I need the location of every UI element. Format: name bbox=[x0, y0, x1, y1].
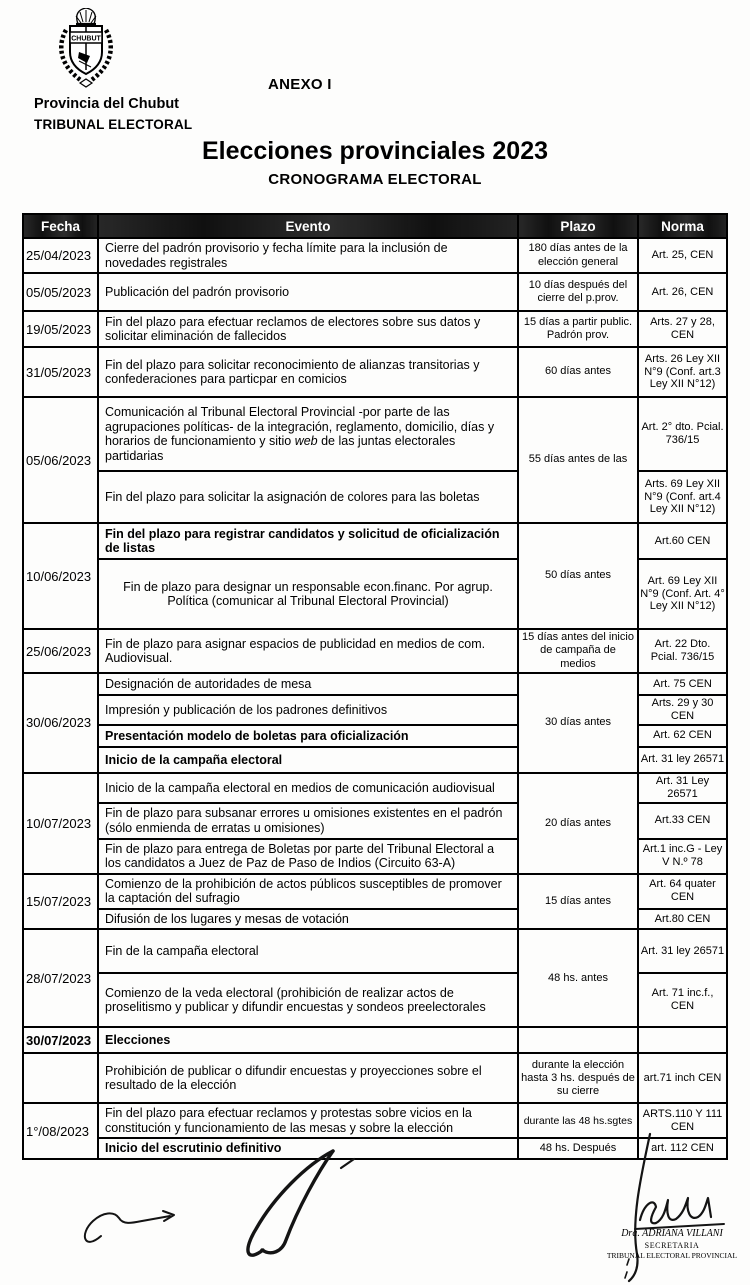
event-cell: Publicación del padrón provisorio bbox=[98, 273, 518, 311]
norma-cell: Art. 25, CEN bbox=[638, 238, 727, 273]
norma-cell: Art. 26, CEN bbox=[638, 273, 727, 311]
date-cell: 1°/08/2023 bbox=[23, 1103, 98, 1159]
table-row bbox=[23, 1103, 727, 1138]
plazo-cell: 15 días antes del inicio de campaña de medios bbox=[518, 629, 638, 673]
signer-role: SECRETARIA bbox=[644, 1240, 700, 1250]
event-cell: Inicio de la campaña electoral bbox=[98, 747, 518, 773]
table-row bbox=[23, 273, 727, 311]
date-cell: 25/04/2023 bbox=[23, 238, 98, 273]
plazo-cell: 30 días antes bbox=[518, 673, 638, 773]
event-cell: Prohibición de publicar o difundir encuestas y proyecciones sobre el resultado de la elección bbox=[98, 1053, 518, 1103]
table-row bbox=[23, 397, 727, 471]
table-row bbox=[23, 673, 727, 695]
date-cell: 05/06/2023 bbox=[23, 397, 98, 523]
event-cell: Fin del plazo para efectuar reclamos y protestas sobre vicios en la constitución y funcionamiento de las mesas y sobre la elección bbox=[98, 1103, 518, 1138]
plazo-cell: 48 hs. antes bbox=[518, 929, 638, 1027]
electoral-schedule-table bbox=[22, 213, 728, 1160]
event-cell: Presentación modelo de boletas para oficialización bbox=[98, 725, 518, 747]
event-cell: Comienzo de la veda electoral (prohibición de realizar actos de proselitismo y publicar y difundir encuestas y sondeos preelectorales bbox=[98, 973, 518, 1027]
event-text: de las juntas electorales partidarias bbox=[105, 434, 456, 463]
date-cell: 15/07/2023 bbox=[23, 874, 98, 930]
chubut-coat-of-arms-icon bbox=[54, 8, 118, 90]
date-cell bbox=[23, 1053, 98, 1103]
table-row bbox=[23, 929, 727, 973]
event-cell: Comienzo de la prohibición de actos públicos susceptibles de promover la captación del sufragio bbox=[98, 874, 518, 909]
norma-cell: Art. 2° dto. Pcial. 736/15 bbox=[638, 397, 727, 471]
col-header-evento: Evento bbox=[98, 214, 518, 238]
norma-cell: Art.1 inc.G - Ley V N.º 78 bbox=[638, 839, 727, 874]
plazo-cell: 180 días antes de la elección general bbox=[518, 238, 638, 273]
norma-cell: Art. 69 Ley XII N°9 (Conf. Art. 4° Ley XII N°12) bbox=[638, 559, 727, 629]
plazo-cell: 48 hs. Después bbox=[518, 1138, 638, 1159]
signature-center bbox=[248, 1151, 354, 1255]
logo-banner-text: CHUBUT bbox=[71, 35, 101, 43]
date-cell: 10/07/2023 bbox=[23, 773, 98, 874]
norma-cell: Art.33 CEN bbox=[638, 803, 727, 839]
event-cell: Cierre del padrón provisorio y fecha límite para la inclusión de novedades registrales bbox=[98, 238, 518, 273]
norma-cell: ARTS.110 Y 111 CEN bbox=[638, 1103, 727, 1138]
norma-cell: Art. 75 CEN bbox=[638, 673, 727, 695]
event-cell: Fin de plazo para subsanar errores u omisiones existentes en el padrón (sólo enmienda de erratas u omisiones) bbox=[98, 803, 518, 839]
org-name: Provincia del Chubut bbox=[34, 96, 180, 112]
signer-name: Dra. ADRIANA VILLANI bbox=[621, 1228, 723, 1239]
signer-org: TRIBUNAL ELECTORAL PROVINCIAL bbox=[606, 1250, 738, 1260]
table-row bbox=[23, 238, 727, 273]
event-cell: Fin de plazo para asignar espacios de publicidad en medios de com. Audiovisual. bbox=[98, 629, 518, 673]
signature-left bbox=[85, 1211, 174, 1242]
date-cell: 31/05/2023 bbox=[23, 347, 98, 397]
plazo-cell: 15 días antes bbox=[518, 874, 638, 930]
norma-cell: Art.80 CEN bbox=[638, 909, 727, 930]
date-cell: 28/07/2023 bbox=[23, 929, 98, 1027]
page-subtitle: CRONOGRAMA ELECTORAL bbox=[268, 171, 482, 188]
table-row bbox=[23, 523, 727, 559]
signer-stamp bbox=[596, 1228, 748, 1260]
event-text-italic: web bbox=[294, 434, 318, 448]
plazo-cell: 20 días antes bbox=[518, 773, 638, 874]
event-cell: Impresión y publicación de los padrones definitivos bbox=[98, 695, 518, 725]
event-cell: Elecciones bbox=[98, 1027, 518, 1053]
col-header-plazo: Plazo bbox=[518, 214, 638, 238]
norma-cell: Art. 71 inc.f., CEN bbox=[638, 973, 727, 1027]
event-cell: Fin del plazo para solicitar la asignación de colores para las boletas bbox=[98, 471, 518, 523]
org-department: TRIBUNAL ELECTORAL bbox=[34, 117, 193, 132]
norma-cell: Art. 31 Ley 26571 bbox=[638, 773, 727, 803]
table-row bbox=[23, 1027, 727, 1053]
event-cell: Fin del plazo para efectuar reclamos de electores sobre sus datos y solicitar eliminación de fallecidos bbox=[98, 311, 518, 347]
date-cell: 19/05/2023 bbox=[23, 311, 98, 347]
event-cell: Fin de la campaña electoral bbox=[98, 929, 518, 973]
plazo-cell: 55 días antes de las bbox=[518, 397, 638, 523]
norma-cell: Art. 64 quater CEN bbox=[638, 874, 727, 909]
plazo-cell: durante la elección hasta 3 hs. después de su cierre bbox=[518, 1053, 638, 1103]
date-cell: 30/07/2023 bbox=[23, 1027, 98, 1053]
norma-cell: Art. 22 Dto. Pcial. 736/15 bbox=[638, 629, 727, 673]
plazo-cell: durante las 48 hs.sgtes bbox=[518, 1103, 638, 1138]
event-cell: Fin de plazo para entrega de Boletas por parte del Tribunal Electoral a los candidatos a Juez de Paz de Paso de Indios (Circuito 63-A) bbox=[98, 839, 518, 874]
table-row bbox=[23, 347, 727, 397]
plazo-cell bbox=[518, 1027, 638, 1053]
table-row bbox=[23, 773, 727, 803]
table-row bbox=[23, 311, 727, 347]
norma-cell: art. 112 CEN bbox=[638, 1138, 727, 1159]
plazo-cell: 50 días antes bbox=[518, 523, 638, 629]
table-header-row bbox=[23, 214, 727, 238]
event-text: Comunicación al Tribunal Electoral Provincial -por parte de las agrupaciones políticas- de la integración, reglamento, domicilio, días y horarios de funcionamiento y sitio bbox=[105, 405, 495, 448]
annex-label: ANEXO I bbox=[268, 76, 332, 93]
norma-cell: Arts. 26 Ley XII N°9 (Conf. art.3 Ley XII N°12) bbox=[638, 347, 727, 397]
date-cell: 30/06/2023 bbox=[23, 673, 98, 773]
table-row bbox=[23, 629, 727, 673]
event-cell: Inicio del escrutinio definitivo bbox=[98, 1138, 518, 1159]
event-cell: Fin del plazo para registrar candidatos y solicitud de oficialización de listas bbox=[98, 523, 518, 559]
table-row bbox=[23, 1138, 727, 1159]
norma-cell: Art.60 CEN bbox=[638, 523, 727, 559]
plazo-cell: 15 días a partir public. Padrón prov. bbox=[518, 311, 638, 347]
date-cell: 05/05/2023 bbox=[23, 273, 98, 311]
event-cell: Designación de autoridades de mesa bbox=[98, 673, 518, 695]
norma-cell: Arts. 27 y 28, CEN bbox=[638, 311, 727, 347]
norma-cell: Art. 62 CEN bbox=[638, 725, 727, 747]
norma-cell: Arts. 69 Ley XII N°9 (Conf. art.4 Ley XII N°12) bbox=[638, 471, 727, 523]
event-cell: Difusión de los lugares y mesas de votación bbox=[98, 909, 518, 930]
table-row bbox=[23, 1053, 727, 1103]
event-cell bbox=[98, 397, 518, 471]
norma-cell: Art. 31 ley 26571 bbox=[638, 929, 727, 973]
col-header-fecha: Fecha bbox=[23, 214, 98, 238]
page-title: Elecciones provinciales 2023 bbox=[201, 137, 549, 165]
event-cell: Fin del plazo para solicitar reconocimiento de alianzas transitorias y confederaciones para particpar en comicios bbox=[98, 347, 518, 397]
event-cell: Inicio de la campaña electoral en medios de comunicación audiovisual bbox=[98, 773, 518, 803]
event-cell: Fin de plazo para designar un responsable econ.financ. Por agrup. Política (comunicar al Tribunal Electoral Provincial) bbox=[98, 559, 518, 629]
date-cell: 25/06/2023 bbox=[23, 629, 98, 673]
date-cell: 10/06/2023 bbox=[23, 523, 98, 629]
norma-cell bbox=[638, 1027, 727, 1053]
col-header-norma: Norma bbox=[638, 214, 727, 238]
norma-cell: Arts. 29 y 30 CEN bbox=[638, 695, 727, 725]
norma-cell: Art. 31 ley 26571 bbox=[638, 747, 727, 773]
norma-cell: art.71 inch CEN bbox=[638, 1053, 727, 1103]
plazo-cell: 60 días antes bbox=[518, 347, 638, 397]
plazo-cell: 10 días después del cierre del p.prov. bbox=[518, 273, 638, 311]
table-row bbox=[23, 874, 727, 909]
